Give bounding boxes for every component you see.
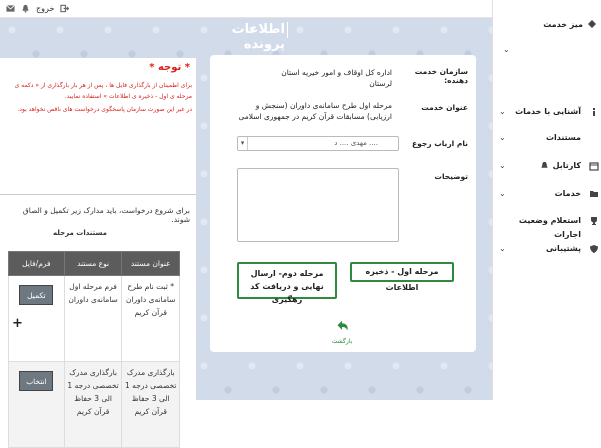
- notes-textarea[interactable]: [237, 168, 399, 242]
- referrer-label: نام ارباب رجوع: [412, 139, 468, 148]
- chevron-down-icon[interactable]: ▾: [238, 137, 248, 150]
- notice-body: [6, 80, 192, 115]
- doc-title-cell: [122, 276, 180, 362]
- form-card: [210, 55, 476, 352]
- plus-icon[interactable]: +: [12, 316, 23, 331]
- sidebar-item-label: اجارات: [554, 230, 581, 239]
- org-label: سازمان خدمت دهنده:: [414, 67, 468, 85]
- table-header-row: [9, 252, 180, 276]
- chevron-down-icon[interactable]: ⌄: [503, 45, 510, 54]
- sidebar-item-label: خدمات: [554, 189, 581, 198]
- title-cursor: [287, 22, 288, 38]
- complete-button[interactable]: تکمیل: [19, 285, 53, 305]
- sidebar-item-services[interactable]: [493, 187, 601, 207]
- sidebar-item-label: استعلام وضعیت: [518, 216, 581, 225]
- info-icon: [589, 107, 599, 117]
- sidebar-item-about[interactable]: [493, 105, 601, 125]
- table-row: [9, 362, 180, 448]
- sidebar-item-docs[interactable]: [493, 131, 601, 151]
- service-value: مرحله اول طرح سامانه‌ی داوران (سنجش و ارزیابی) مسابقات قرآن کریم در جمهوری اسلامی: [238, 101, 392, 121]
- start-instructions: برای شروع درخواست، باید مدارک زیر تکمیل و الصاق شوند.: [22, 206, 190, 224]
- notice-title: * توجه *: [149, 62, 190, 73]
- notice-line: در غیر این صورت سازمان پاسخگوی درخواست های ناقص نخواهد بود.: [17, 106, 192, 113]
- bell-icon[interactable]: [21, 4, 30, 13]
- calendar-icon: [589, 161, 599, 171]
- select-file-button[interactable]: انتخاب: [19, 371, 53, 391]
- submit-stage-two-button[interactable]: مرحله دوم- ارسال نهایی و دریافت کد رهگیری: [237, 262, 337, 299]
- chevron-down-icon[interactable]: ⌄: [499, 189, 506, 198]
- notice-line: برای اطمینان از بارگذاری فایل ها ، پس از هر بار بارگذاری از « دکمه ی مرحله ی اول - ذخیره ی اطلاعات » استفاده نمایید.: [14, 82, 192, 100]
- logout-icon[interactable]: [60, 4, 69, 13]
- sidebar-item-label: مستندات: [545, 133, 581, 142]
- bell-icon: [539, 161, 549, 171]
- referrer-value: مهدی .... د ....: [334, 139, 378, 147]
- referrer-select[interactable]: [237, 136, 399, 151]
- doc-type-cell: بارگذاری مدرک تخصصی درجه 1 الی 3 حفاظ قرآن کریم: [64, 362, 122, 448]
- service-label: عنوان خدمت: [421, 103, 468, 112]
- notes-label: توضیحات: [434, 172, 468, 181]
- chevron-down-icon[interactable]: ⌄: [499, 133, 506, 142]
- chevron-down-icon[interactable]: ⌄: [499, 107, 506, 116]
- docs-caption: مستندات مرحله: [53, 229, 107, 237]
- mail-icon[interactable]: [6, 4, 15, 13]
- divider: [0, 194, 196, 195]
- trophy-icon: [589, 216, 599, 226]
- sidebar-item-support[interactable]: [493, 242, 601, 262]
- back-arrow-icon: [333, 318, 351, 336]
- sidebar-item-cartable[interactable]: [493, 159, 601, 179]
- top-bar: [0, 0, 492, 18]
- notice-panel: [0, 58, 196, 416]
- sidebar-item-label: پشتیبانی: [545, 244, 581, 253]
- doc-title-cell: بارگذاری مدرک تخصصی درجه 1 الی 3 حفاظ قرآن کریم: [122, 362, 180, 448]
- sidebar-item-label: کارتابل: [552, 161, 581, 170]
- sidebar-item-label: آشنایی با خدمات: [515, 107, 581, 116]
- documents-table: [8, 251, 180, 448]
- folder-icon: [589, 189, 599, 199]
- page-title: اطلاعات پرونده: [231, 22, 285, 52]
- save-stage-one-button[interactable]: مرحله اول - ذخیره اطلاعات: [350, 262, 454, 282]
- shield-icon: [589, 244, 599, 254]
- exit-link[interactable]: خروج: [36, 4, 55, 13]
- col-header-title: عنوان مستند: [122, 252, 180, 276]
- service-desk-icon: [587, 19, 597, 29]
- back-label: بازگشت: [331, 338, 353, 345]
- back-button[interactable]: [327, 318, 357, 345]
- col-header-type: نوع مستند: [64, 252, 122, 276]
- sidebar-item-dashboard[interactable]: [493, 18, 601, 54]
- top-links: [6, 4, 69, 13]
- chevron-down-icon[interactable]: ⌄: [499, 244, 506, 253]
- doc-title: * ثبت نام طرح سامانه‌ی داوران قرآن کریم: [125, 282, 176, 317]
- org-value: اداره کل اوقاف و امور خیریه استان لرستان: [281, 68, 392, 88]
- col-header-action: فرم/فایل: [9, 252, 65, 276]
- chevron-down-icon[interactable]: ⌄: [499, 161, 506, 170]
- doc-type-cell: فرم مرحله اول سامانه‌ی داوران: [64, 276, 122, 362]
- sidebar-title: میز خدمت: [543, 20, 583, 29]
- doc-action-cell: [9, 362, 65, 448]
- sidebar: [492, 0, 600, 400]
- table-row: [9, 276, 180, 362]
